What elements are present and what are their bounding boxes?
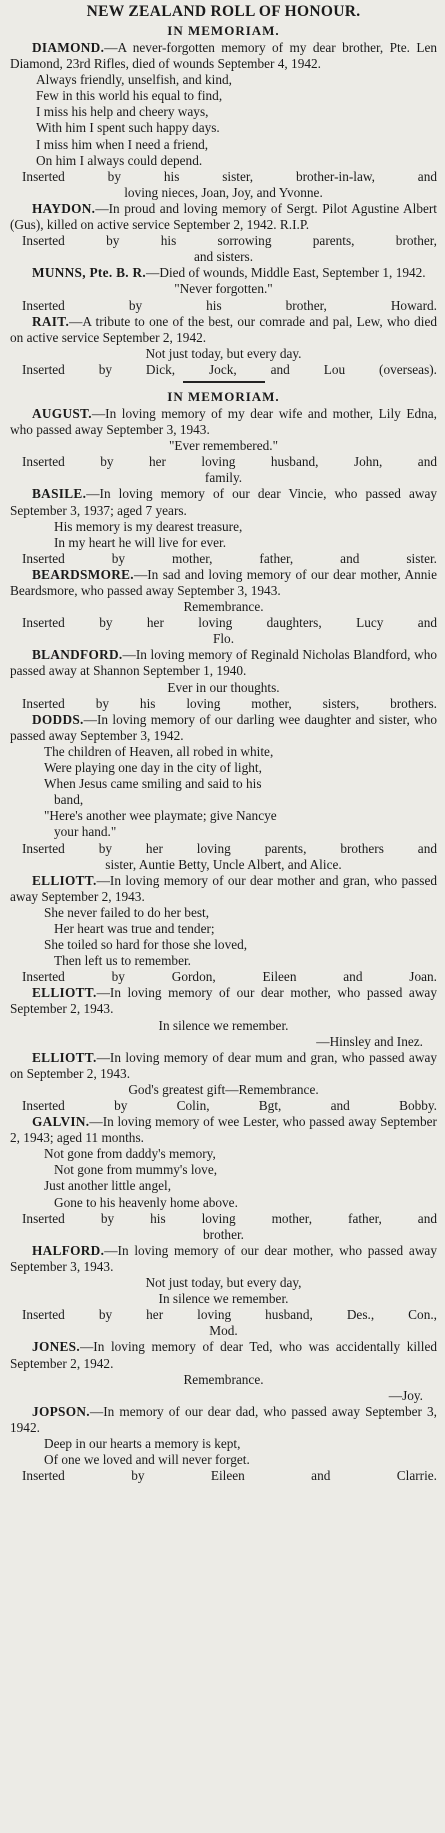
notice-lead [10, 1404, 437, 1436]
notice-lead [10, 985, 437, 1017]
verse-line: Not gone from daddy's memory, [44, 1146, 216, 1162]
notice-name: HAYDON. [32, 200, 96, 216]
notice-text: —In loving memory of dear Ted, who was accidentally killed September 2, 1942. [10, 1339, 437, 1371]
notice [10, 406, 437, 486]
notice-name: AUGUST. [32, 405, 92, 421]
notice-name: BEARDSMORE. [32, 566, 134, 582]
notice [10, 985, 437, 1049]
verse-line: In silence we remember. [158, 1291, 289, 1307]
notice [10, 712, 437, 873]
verse-line: In my heart he will live for ever. [54, 534, 227, 550]
notice-lead [10, 1339, 437, 1371]
notice-text: —In memory of our dear dad, who passed away September 3, 1942. [10, 1403, 437, 1435]
notice [10, 1339, 437, 1403]
notice-name: ELLIOTT. [32, 872, 97, 888]
memoriam-heading: IN MEMORIAM. [167, 388, 280, 404]
inserted-by-continued: and sisters. [193, 249, 254, 265]
verse-line: With him I spent such happy days. [36, 120, 220, 136]
notice-lead [10, 486, 437, 518]
verse-line: His memory is my dearest treasure, [54, 518, 243, 534]
notice [10, 265, 437, 313]
inserted-by: Inserted by Colin, Bgt, and Bobby. [22, 1098, 437, 1113]
notice-text: —In loving memory of our dear mother, who passed away September 2, 1943. [10, 985, 437, 1017]
notice-name: MUNNS, Pte. B. R. [32, 265, 147, 281]
notice-name: RAIT. [32, 313, 70, 329]
inserted-by: Inserted by his sister, brother-in-law, and [22, 168, 437, 184]
notice-name: ELLIOTT. [32, 1049, 97, 1065]
notice-lead [10, 265, 437, 281]
verse-line: Then left us to remember. [54, 953, 191, 969]
verse-line: She never failed to do her best, [44, 904, 210, 920]
notice [10, 1243, 437, 1340]
notice-name: JOPSON. [32, 1403, 90, 1419]
notice-name: JONES. [32, 1339, 80, 1355]
inserted-by: Inserted by mother, father, and sister. [22, 550, 437, 566]
notice-text: —In sad and loving memory of our dear mother, Annie Beardsmore, who passed away September 3, 1943. [10, 566, 437, 598]
inserted-by: Inserted by his brother, Howard. [22, 297, 437, 313]
verse-line: I miss his help and cheery ways, [36, 104, 209, 120]
notice [10, 1114, 437, 1243]
inserted-by: Inserted by his loving mother, father, and [22, 1210, 437, 1226]
notice-lead [10, 647, 437, 679]
notice-lead [10, 406, 437, 438]
verse-line: Just another little angel, [44, 1178, 172, 1194]
notice-lead [10, 873, 437, 905]
notice-lead [10, 1050, 437, 1082]
verse-line: Of one we loved and will never forget. [44, 1452, 250, 1468]
inserted-by: Inserted by her loving husband, Des., Con., [22, 1307, 437, 1323]
inserted-by: Inserted by his loving mother, sisters, brothers. [22, 695, 437, 711]
verse-line: God's greatest gift—Remembrance. [128, 1081, 319, 1097]
inserted-by: Inserted by her loving parents, brothers and [22, 840, 437, 856]
notice-name: BLANDFORD. [32, 647, 123, 663]
inserted-by-continued: Flo. [212, 631, 235, 647]
page-subtitle: IN MEMORIAM. [167, 23, 280, 38]
inserted-by-continued: loving nieces, Joan, Joy, and Yvonne. [124, 184, 323, 200]
verse-line: Remembrance. [183, 599, 264, 615]
notice-name: BASILE. [32, 486, 87, 502]
section-divider [183, 381, 265, 383]
notice-name: DODDS. [32, 711, 84, 727]
inserted-by: Inserted by Dick, Jock, and Lou (overseas). [22, 361, 437, 377]
notice [10, 314, 437, 378]
notice-text: —In loving memory of our dear Vincie, who passed away September 3, 1937; aged 7 years. [10, 486, 437, 518]
page-title: NEW ZEALAND ROLL OF HONOUR. [86, 3, 361, 20]
verse-line: The children of Heaven, all robed in white, [44, 743, 274, 759]
notice-text: —In loving memory of wee Lester, who passed away September 2, 1943; aged 11 months. [10, 1114, 437, 1146]
verse-line: Gone to his heavenly home above. [54, 1194, 238, 1210]
notice-text: —A never-forgotten memory of my dear brother, Pte. Len Diamond, 23rd Rifles, died of wounds September 4, 1942. [10, 40, 437, 72]
inserted-by-continued: Mod. [209, 1323, 238, 1339]
notice-text: —In loving memory of dear mum and gran, who passed away on September 2, 1943. [10, 1049, 437, 1081]
notice [10, 1050, 437, 1114]
notice [10, 201, 437, 265]
notice-text: —In loving memory of our dear mother, who passed away September 3, 1943. [10, 1242, 437, 1274]
notice-text: —Died of wounds, Middle East, September 1, 1942. [146, 265, 426, 281]
honour-notice-list [10, 40, 437, 378]
verse-line: In silence we remember. [158, 1017, 289, 1033]
notice-text: —In loving memory of Reginald Nicholas Blandford, who passed away at Shannon September 1, 1940. [10, 647, 437, 679]
inserted-by-continued: brother. [203, 1226, 244, 1242]
verse-line: She toiled so hard for those she loved, [44, 937, 248, 953]
verse-line: Not just today, but every day. [145, 345, 302, 361]
inserted-by-continued: family. [204, 470, 243, 486]
notice [10, 486, 437, 566]
notice-lead [10, 201, 437, 233]
notice-name: HALFORD. [32, 1242, 105, 1258]
notice-name: DIAMOND. [32, 40, 105, 55]
verse-line: On him I always could depend. [36, 152, 203, 168]
notice [10, 873, 437, 986]
notice-lead [10, 1243, 437, 1275]
verse-line: Remembrance. [183, 1371, 264, 1387]
verse-line: "Ever remembered." [168, 438, 279, 454]
verse-line: "Never forgotten." [174, 281, 273, 297]
notice-lead [10, 712, 437, 744]
notice-text: —A tribute to one of the best, our comrade and pal, Lew, who died on active service September 2, 1942. [10, 313, 437, 345]
notice [10, 567, 437, 647]
verse-line: "Here's another wee playmate; give Nancye [44, 808, 277, 824]
notice-text: —In loving memory of our darling wee daughter and sister, who passed away September 3, 1942. [10, 711, 437, 743]
notice-name: ELLIOTT. [32, 985, 97, 1001]
notice-lead [10, 314, 437, 346]
notice [10, 40, 437, 201]
notice [10, 647, 437, 711]
notice-name: GALVIN. [32, 1114, 90, 1130]
verse-line: I miss him when I need a friend, [36, 136, 209, 152]
signature: —Hinsley and Inez. [316, 1033, 423, 1049]
inserted-by-continued: sister, Auntie Betty, Uncle Albert, and Alice. [105, 856, 342, 872]
verse-line: your hand." [54, 824, 117, 840]
inserted-by: Inserted by her loving daughters, Lucy and [22, 615, 437, 631]
notice [10, 1404, 437, 1484]
inserted-by: Inserted by her loving husband, John, and [22, 454, 437, 470]
notice-lead [10, 1114, 437, 1146]
verse-line: Ever in our thoughts. [167, 679, 280, 695]
verse-line: Not just today, but every day, [145, 1275, 302, 1291]
verse-line: Always friendly, unselfish, and kind, [36, 72, 232, 88]
notice-lead [10, 567, 437, 599]
inserted-by: Inserted by Gordon, Eileen and Joan. [22, 969, 437, 985]
notice-text: —In loving memory of our dear mother and gran, who passed away September 2, 1943. [10, 872, 437, 904]
notice-text: —In loving memory of my dear wife and mother, Lily Edna, who passed away September 3, 1943. [10, 405, 437, 438]
inserted-by: Inserted by his sorrowing parents, brother, [22, 233, 437, 249]
verse-line: band, [54, 792, 84, 808]
signature: —Joy. [388, 1387, 423, 1403]
verse-line: Were playing one day in the city of light, [44, 760, 262, 776]
verse-line: When Jesus came smiling and said to his [44, 776, 262, 792]
verse-line: Not gone from mummy's love, [54, 1162, 218, 1178]
notice-text: —In proud and loving memory of Sergt. Pilot Agustine Albert (Gus), killed on active service September 2, 1942. R.I.P. [10, 200, 437, 233]
notice-lead [10, 40, 437, 72]
inserted-by: Inserted by Eileen and Clarrie. [22, 1468, 437, 1484]
memoriam-notice-list [10, 406, 437, 1484]
verse-line: Deep in our hearts a memory is kept, [44, 1435, 241, 1451]
verse-line: Few in this world his equal to find, [36, 88, 223, 104]
verse-line: Her heart was true and tender; [54, 920, 215, 936]
